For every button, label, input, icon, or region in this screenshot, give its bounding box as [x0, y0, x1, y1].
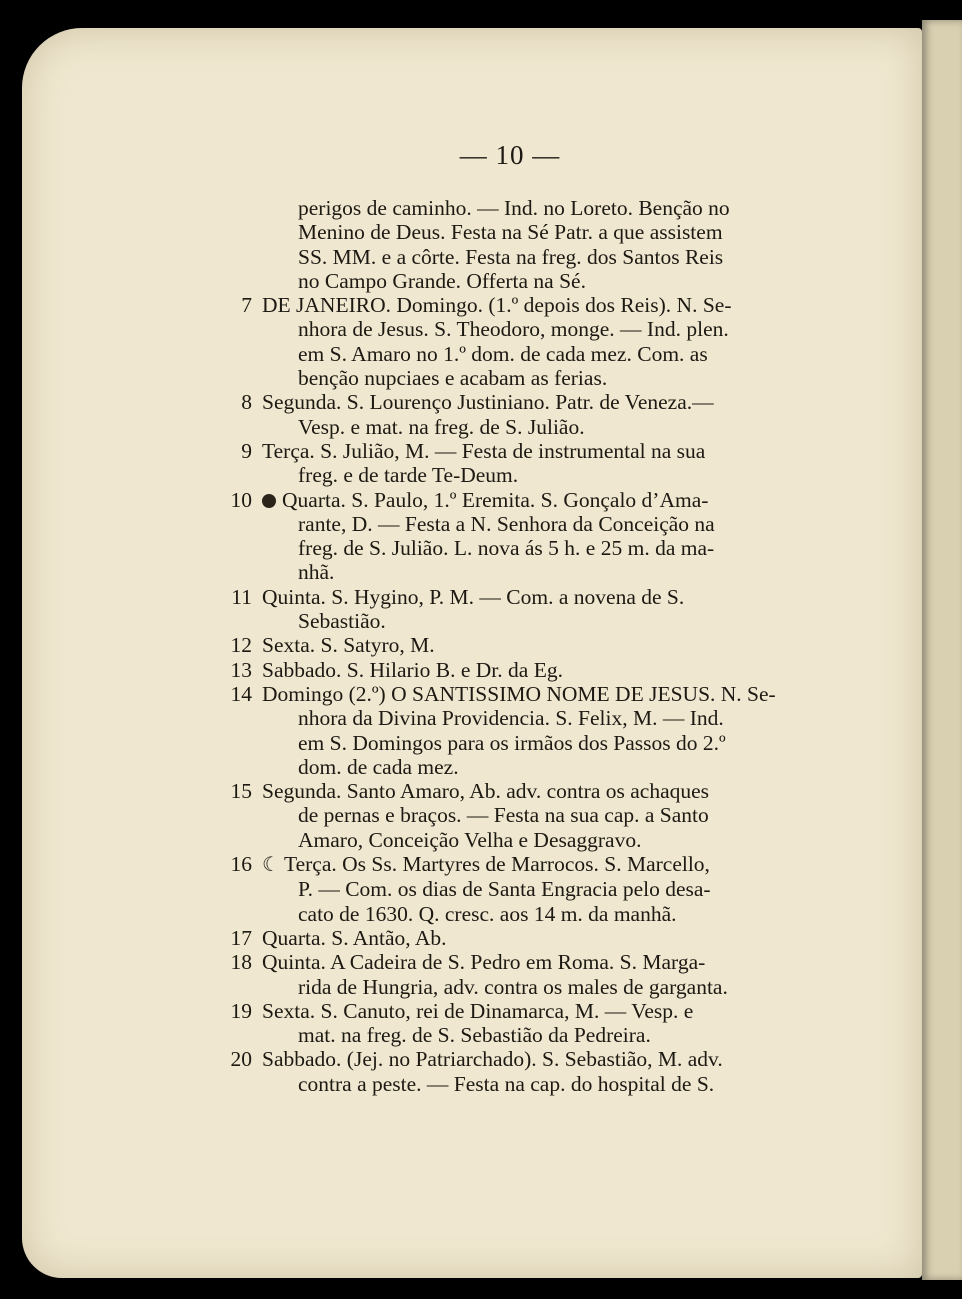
- text-line: mat. na freg. de S. Sebastião da Pedreira.: [298, 1023, 651, 1048]
- day-number: 17: [230, 925, 252, 950]
- day-number: 9: [241, 438, 252, 463]
- text-line: nhã.: [298, 560, 335, 585]
- text-line: rante, D. — Festa a N. Senhora da Conceição na: [298, 511, 715, 536]
- text-line: Amaro, Conceição Velha e Desaggravo.: [298, 827, 642, 852]
- day-number: 18: [230, 950, 252, 975]
- text-line: nhora de Jesus. S. Theodoro, monge. — Ind. plen.: [298, 317, 729, 342]
- text-line: de pernas e braços. — Festa na sua cap. a Santo: [298, 803, 709, 828]
- new-moon-icon: [262, 494, 276, 508]
- calendar-entry: 15 Segunda. Santo Amaro, Ab. adv. contra os achaques: [220, 779, 800, 803]
- calendar-entry: 11 Quinta. S. Hygino, P. M. — Com. a novena de S.: [220, 585, 800, 609]
- calendar-entry: 16 ☾ Terça. Os Ss. Martyres de Marrocos. S. Marcello,: [220, 852, 800, 877]
- calendar-entry: 9 Terça. S. Julião, M. — Festa de instrumental na sua: [220, 439, 800, 463]
- crescent-moon-icon: ☾: [262, 854, 280, 877]
- day-number: 7: [241, 293, 252, 318]
- calendar-entry: 8 Segunda. S. Lourenço Justiniano. Patr. de Veneza.—: [220, 390, 800, 414]
- text-line: Sebastião.: [298, 609, 386, 634]
- day-number: 8: [241, 390, 252, 415]
- calendar-entry: 20 Sabbado. (Jej. no Patriarchado). S. Sebastião, M. adv.: [220, 1047, 800, 1071]
- calendar-entry: 14 Domingo (2.º) O SANTISSIMO NOME DE JESUS. N. Se-: [220, 682, 800, 706]
- calendar-entry: 18 Quinta. A Cadeira de S. Pedro em Roma. S. Marga-: [220, 950, 800, 974]
- text-line: Menino de Deus. Festa na Sé Patr. a que assistem: [298, 220, 723, 245]
- day-number: 16: [230, 852, 252, 877]
- text-line: contra a peste. — Festa na cap. do hospital de S.: [298, 1071, 715, 1096]
- day-number: 20: [230, 1047, 252, 1072]
- text-line: em S. Amaro no 1.º dom. de cada mez. Com. as: [298, 341, 708, 366]
- text-line: SS. MM. e a côrte. Festa na freg. dos Santos Reis: [298, 244, 724, 269]
- day-number: 19: [230, 998, 252, 1023]
- page-number: — 10 —: [459, 140, 561, 170]
- day-number: 12: [230, 633, 252, 658]
- day-number: 11: [231, 584, 252, 609]
- text-line: freg. e de tarde Te-Deum.: [298, 463, 519, 488]
- text-line: perigos de caminho. — Ind. no Loreto. Benção no: [298, 196, 730, 220]
- text-line: cato de 1630. Q. cresc. aos 14 m. da manhã.: [298, 901, 677, 926]
- calendar-entry: 17 Quarta. S. Antão, Ab.: [220, 926, 800, 950]
- day-number: 14: [230, 681, 252, 706]
- calendar-text: [220, 196, 800, 1096]
- calendar-entry: 12 Sexta. S. Satyro, M.: [220, 633, 800, 657]
- text-line: P. — Com. os dias de Santa Engracia pelo desa-: [298, 877, 711, 902]
- text-line: rida de Hungria, adv. contra os males de garganta.: [298, 974, 728, 999]
- text-line: dom. de cada mez.: [298, 754, 459, 779]
- day-number: 15: [230, 779, 252, 804]
- facing-page-edge: [922, 20, 962, 1280]
- text-line: freg. de S. Julião. L. nova ás 5 h. e 25 m. da ma-: [298, 536, 715, 561]
- calendar-entry: 7 DE JANEIRO. Domingo. (1.º depois dos Reis). N. Se-: [220, 293, 800, 317]
- text-line: Vesp. e mat. na freg. de S. Julião.: [298, 414, 585, 439]
- day-number: 10: [230, 487, 252, 512]
- calendar-entry: 10 Quarta. S. Paulo, 1.º Eremita. S. Gonçalo d’Ama-: [220, 488, 800, 512]
- text-line: no Campo Grande. Offerta na Sé.: [298, 268, 586, 293]
- day-number: 13: [230, 657, 252, 682]
- text-line: nhora da Divina Providencia. S. Felix, M. — Ind.: [298, 706, 724, 731]
- calendar-entry: 19 Sexta. S. Canuto, rei de Dinamarca, M. — Vesp. e: [220, 999, 800, 1023]
- text-line: benção nupciaes e acabam as ferias.: [298, 366, 608, 391]
- text-line: em S. Domingos para os irmãos dos Passos do 2.º: [298, 730, 726, 755]
- calendar-entry: 13 Sabbado. S. Hilario B. e Dr. da Eg.: [220, 658, 800, 682]
